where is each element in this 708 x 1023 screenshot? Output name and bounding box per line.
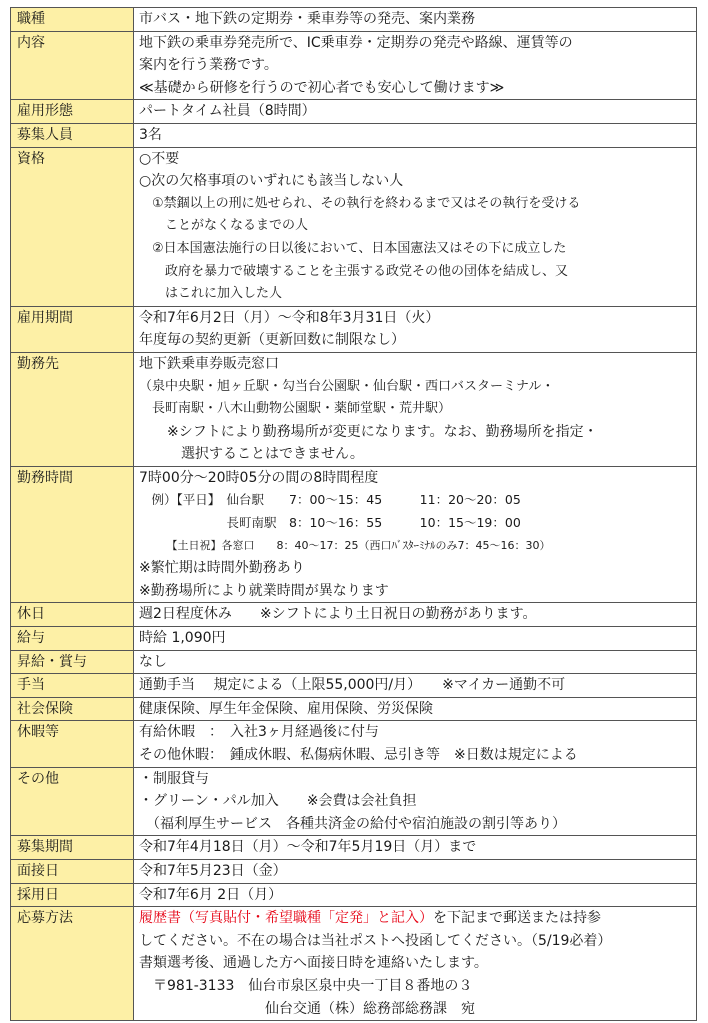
text-line: 週2日程度休み ※シフトにより土日祝日の勤務があります。 [139, 606, 537, 623]
workplace-value [134, 352, 697, 466]
how-to-apply-row [11, 907, 697, 1021]
text-line: （泉中央駅・旭ヶ丘駅・勾当台公園駅・仙台駅・西口バスターミナル・ [139, 378, 555, 394]
holidays-value [134, 603, 697, 627]
raise-bonus-value [134, 650, 697, 674]
text-line: ※繁忙期は時間外勤務あり [139, 560, 305, 577]
text-line: 政府を暴力で破壊することを主張する政党その他の団体を結成し、又 [139, 263, 569, 279]
text-line: 地下鉄乗車券販売窓口 [139, 355, 279, 372]
text-line: 地下鉄の乗車券発売所で、IC乗車券・定期券の発売や路線、運賃等の [139, 34, 573, 51]
text-line: 例）【平日】 仙台駅 7：00～15：45 11：20～20：05 [139, 492, 521, 508]
how-to-apply-value [134, 907, 697, 1021]
working-hours-row [11, 466, 697, 603]
leave-label: 休暇等 [11, 721, 134, 767]
social-insurance-row [11, 697, 697, 721]
text-line: 令和7年6月2日（月）～令和8年3月31日（火） [139, 309, 440, 326]
job-type-row [11, 8, 697, 32]
text-line: ○次の欠格事項のいずれにも該当しない人 [139, 173, 404, 190]
description-label: 内容 [11, 31, 134, 100]
employment-type-label: 雇用形態 [11, 100, 134, 124]
text-line: はこれに加入した人 [139, 286, 283, 302]
text-line [139, 907, 696, 930]
workplace-row [11, 352, 697, 466]
text-line: 選択することはできません。 [139, 446, 364, 463]
text-line: してください。不在の場合は当社ポストへ投函してください。（5/19必着） [139, 932, 612, 949]
resume-instruction: 履歴書（写真貼付・希望職種「定発」と記入） [139, 910, 433, 927]
openings-row [11, 123, 697, 147]
job-type-value [134, 8, 697, 32]
text-line: その他休暇： 鍾成休暇、私傷病休暇、忌引き等 ※日数は規定による [139, 747, 578, 763]
working-hours-value [134, 466, 697, 603]
text-line: 通勤手当 規定による（上限55,000円/月） ※マイカー通勤不可 [139, 677, 566, 694]
text-line: ②日本国憲法施行の日以後において、日本国憲法又はその下に成立した [139, 240, 567, 256]
openings-value [134, 123, 697, 147]
text-line: なし [139, 653, 167, 670]
text-span: を下記まで郵送または持参 [433, 910, 601, 927]
text-line: ことがなくなるまでの人 [139, 218, 309, 234]
hire-date-label: 採用日 [11, 883, 134, 907]
text-line: 仙台交通（株）総務部総務課 宛 [139, 1000, 475, 1017]
holidays-row [11, 603, 697, 627]
employment-type-row [11, 100, 697, 124]
other-label: その他 [11, 767, 134, 836]
hire-date-value [134, 883, 697, 907]
interview-date-label: 面接日 [11, 859, 134, 883]
social-insurance-value [134, 697, 697, 721]
salary-label: 給与 [11, 627, 134, 651]
text-line: 長町南駅・八木山動物公園駅・薬師堂駅・荒井駅） [139, 401, 452, 417]
employment-period-row [11, 306, 697, 352]
text-line: 〒981-3133 仙台市泉区泉中央一丁目８番地の３ [139, 977, 473, 994]
other-value [134, 767, 697, 836]
text-line: 時給 1,090円 [139, 630, 226, 647]
salary-row [11, 627, 697, 651]
text-line: 長町南駅 8：10～16：55 10：15～19：00 [139, 515, 521, 531]
text-line: 令和7年6月 2日（月） [139, 886, 283, 903]
leave-value [134, 721, 697, 767]
employment-period-label: 雇用期間 [11, 306, 134, 352]
text-line: 【土日祝】各窓口 8：40～17：25（西口ﾊﾞｽﾀｰﾐﾅﾙのみ7：45～16：30） [139, 538, 551, 552]
text-line: （福利厚生サービス 各種共済金の給付や宿泊施設の割引等あり） [139, 815, 566, 832]
raise-bonus-label: 昇給・賞与 [11, 650, 134, 674]
how-to-apply-label: 応募方法 [11, 907, 134, 1021]
text-line: 3名 [139, 126, 162, 143]
application-period-label: 募集期間 [11, 836, 134, 860]
text-line: 市バス・地下鉄の定期券・乗車券等の発売、案内業務 [139, 11, 475, 27]
application-period-row [11, 836, 697, 860]
text-line: ・グリーン・パル加入 ※会費は会社負担 [139, 793, 417, 810]
qualifications-value [134, 147, 697, 306]
text-line: ※シフトにより勤務場所が変更になります。なお、勤務場所を指定・ [139, 423, 598, 440]
workplace-label: 勤務先 [11, 352, 134, 466]
openings-label: 募集人員 [11, 123, 134, 147]
social-insurance-label: 社会保険 [11, 697, 134, 721]
text-line: ≪基礎から研修を行うので初心者でも安心して働けます≫ [139, 79, 505, 96]
other-row [11, 767, 697, 836]
job-info-table [10, 7, 697, 1021]
hire-date-row [11, 883, 697, 907]
interview-date-row [11, 859, 697, 883]
text-line: ※勤務場所により就業時間が異なります [139, 582, 389, 599]
allowances-label: 手当 [11, 674, 134, 698]
text-line: 令和7年4月18日（月）～令和7年5月19日（月）まで [139, 839, 477, 856]
job-type-label: 職種 [11, 8, 134, 32]
employment-period-value [134, 306, 697, 352]
allowances-row [11, 674, 697, 698]
text-line: 案内を行う業務です。 [139, 57, 278, 74]
holidays-label: 休日 [11, 603, 134, 627]
text-line: ○不要 [139, 150, 180, 167]
salary-value [134, 627, 697, 651]
text-line: ・制服貸与 [139, 770, 209, 787]
description-value [134, 31, 697, 100]
interview-date-value [134, 859, 697, 883]
employment-type-value [134, 100, 697, 124]
allowances-value [134, 674, 697, 698]
text-line: 年度毎の契約更新（更新回数に制限なし） [139, 332, 405, 349]
application-period-value [134, 836, 697, 860]
text-line: 令和7年5月23日（金） [139, 862, 287, 879]
working-hours-label: 勤務時間 [11, 466, 134, 603]
qualifications-row [11, 147, 697, 306]
text-line: 7時00分～20時05分の間の8時間程度 [139, 469, 379, 486]
text-line: ①禁錮以上の刑に処せられ、その執行を終わるまで又はその執行を受ける [139, 195, 581, 211]
leave-row [11, 721, 697, 767]
text-line: 書類選考後、通過した方へ面接日時を連絡いたします。 [139, 955, 488, 972]
text-line: 健康保険、厚生年金保険、雇用保険、労災保険 [139, 700, 433, 717]
description-row [11, 31, 697, 100]
qualifications-label: 資格 [11, 147, 134, 306]
text-line: パートタイム社員（8時間） [139, 103, 316, 120]
raise-bonus-row [11, 650, 697, 674]
text-line: 有給休暇 ： 入社3ヶ月経過後に付与 [139, 724, 379, 741]
